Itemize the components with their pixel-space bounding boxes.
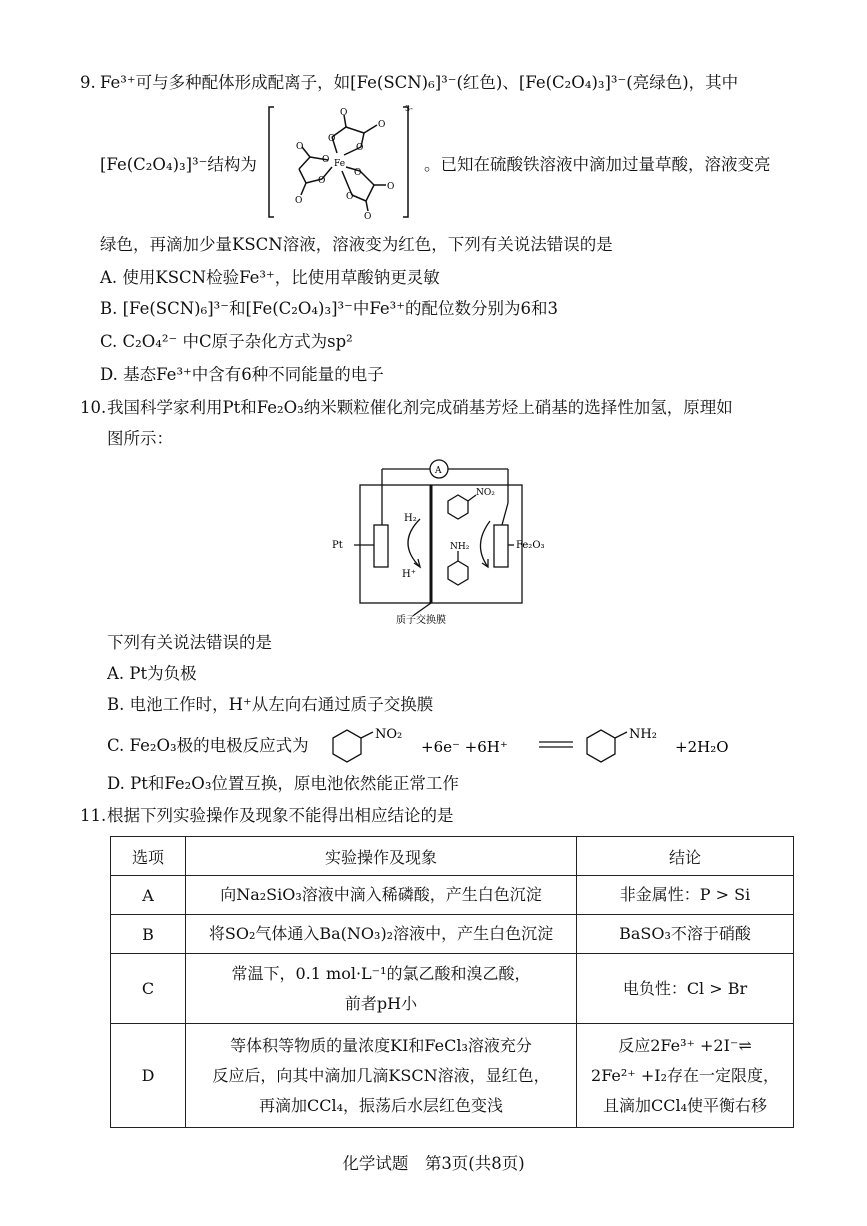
structure-o: O (328, 134, 336, 144)
pt-electrode-label: Pt (332, 540, 343, 551)
structure-o: O (346, 192, 354, 202)
structure-fe: Fe (334, 159, 346, 169)
question-10-prompt: 下列有关说法错误的是 (107, 633, 272, 652)
c-reactants-label: +6e⁻ +6H⁺ (421, 738, 508, 756)
c-water-label: +2H₂O (675, 738, 729, 756)
table-cell-option: D (111, 1024, 186, 1128)
table-cell-option: B (111, 915, 186, 954)
table-cell-operation: 常温下，0.1 mol·L⁻¹的氯乙酸和溴乙酸， 前者pH小 (186, 954, 577, 1024)
table-row (111, 1024, 794, 1128)
ammeter-label: A (435, 466, 442, 476)
question-9-option-b: B. [Fe(SCN)₆]³⁻和[Fe(C₂O₄)₃]³⁻中Fe³⁺的配位数分别为6和3 (100, 299, 558, 318)
structure-o: O (378, 120, 386, 130)
structure-o: O (356, 143, 364, 153)
question-10-option-b: B. 电池工作时，H⁺从左向右通过质子交换膜 (107, 695, 434, 714)
question-9-line-2-right: 。已知在硫酸铁溶液中滴加过量草酸，溶液变亮 (424, 155, 771, 174)
experiment-table (110, 836, 794, 1128)
table-row (111, 915, 794, 954)
structure-o: O (364, 212, 372, 221)
question-9-number: 9. (80, 73, 96, 92)
table-cell-option: C (111, 954, 186, 1024)
structure-o: O (295, 196, 303, 206)
electrochemical-cell-figure (330, 455, 570, 627)
c-nh2-label: NH₂ (629, 727, 657, 742)
table-cell-conclusion: 反应2Fe³⁺ +2I⁻⇌ 2Fe²⁺ +I₂存在一定限度， 且滴加CCl₄使平衡右移 (577, 1024, 794, 1128)
table-cell-operation: 向Na₂SiO₃溶液中滴入稀磷酸，产生白色沉淀 (186, 876, 577, 915)
fe-oxalate-structure-figure (266, 103, 421, 221)
question-9-option-c: C. C₂O₄²⁻ 中C原子杂化方式为sp² (100, 332, 353, 351)
structure-o: O (296, 142, 304, 152)
question-10-line-1: 我国科学家利用Pt和Fe₂O₃纳米颗粒催化剂完成硝基芳烃上硝基的选择性加氢，原理如 (107, 398, 733, 417)
h2-label: H₂ (404, 513, 417, 524)
question-9-line-3: 绿色，再滴加少量KSCN溶液，溶液变为红色，下列有关说法错误的是 (100, 235, 613, 254)
table-cell-conclusion: 电负性：Cl > Br (577, 954, 794, 1024)
question-10-option-c-equation-figure (325, 722, 745, 766)
question-9-line-1: Fe³⁺可与多种配体形成配离子，如[Fe(SCN)₆]³⁻(红色)、[Fe(C₂O₄)₃]³⁻(亮绿色)，其中 (100, 73, 739, 92)
question-10-option-d: D. Pt和Fe₂O₃位置互换，原电池依然能正常工作 (107, 774, 459, 793)
question-11-number: 11. (80, 806, 107, 825)
fe2o3-electrode-label: Fe₂O₃ (516, 540, 545, 551)
structure-o: O (354, 168, 362, 178)
structure-o: O (340, 108, 348, 118)
structure-charge: 3- (405, 104, 413, 113)
table-cell-conclusion: 非金属性：P > Si (577, 876, 794, 915)
table-cell-conclusion: BaSO₃不溶于硝酸 (577, 915, 794, 954)
question-9-option-d: D. 基态Fe³⁺中含有6种不同能量的电子 (100, 365, 384, 384)
c-no2-label: NO₂ (375, 727, 403, 742)
question-11-line-1: 根据下列实验操作及现象不能得出相应结论的是 (107, 806, 454, 825)
nitro-label: NO₂ (476, 488, 495, 498)
amino-label: NH₂ (450, 542, 470, 552)
table-row (111, 954, 794, 1024)
structure-o: O (387, 182, 395, 192)
question-9-line-2-left: [Fe(C₂O₄)₃]³⁻结构为 (100, 155, 257, 174)
table-cell-operation: 等体积等物质的量浓度KI和FeCl₃溶液充分 反应后，向其中滴加几滴KSCN溶液，显红色， 再滴加CCl₄，振荡后水层红色变浅 (186, 1024, 577, 1128)
membrane-label: 质子交换膜 (396, 615, 446, 626)
question-10-option-c-prefix: C. Fe₂O₃极的电极反应式为 (107, 736, 309, 755)
table-cell-operation: 将SO₂气体通入Ba(NO₃)₂溶液中，产生白色沉淀 (186, 915, 577, 954)
question-10-line-2: 图所示： (107, 429, 173, 448)
question-10-number: 10. (80, 398, 107, 417)
table-header-row (111, 837, 794, 876)
structure-o: O (318, 176, 326, 186)
table-row (111, 876, 794, 915)
structure-o: O (322, 155, 330, 165)
page-footer: 化学试题 第3页(共8页) (342, 1154, 525, 1173)
table-header-option: 选项 (111, 837, 186, 876)
question-9-option-a: A. 使用KSCN检验Fe³⁺，比使用草酸钠更灵敏 (100, 268, 440, 287)
hplus-label: H⁺ (402, 569, 416, 580)
table-header-operation: 实验操作及现象 (186, 837, 577, 876)
table-cell-option: A (111, 876, 186, 915)
table-header-conclusion: 结论 (577, 837, 794, 876)
question-10-option-a: A. Pt为负极 (107, 664, 197, 683)
